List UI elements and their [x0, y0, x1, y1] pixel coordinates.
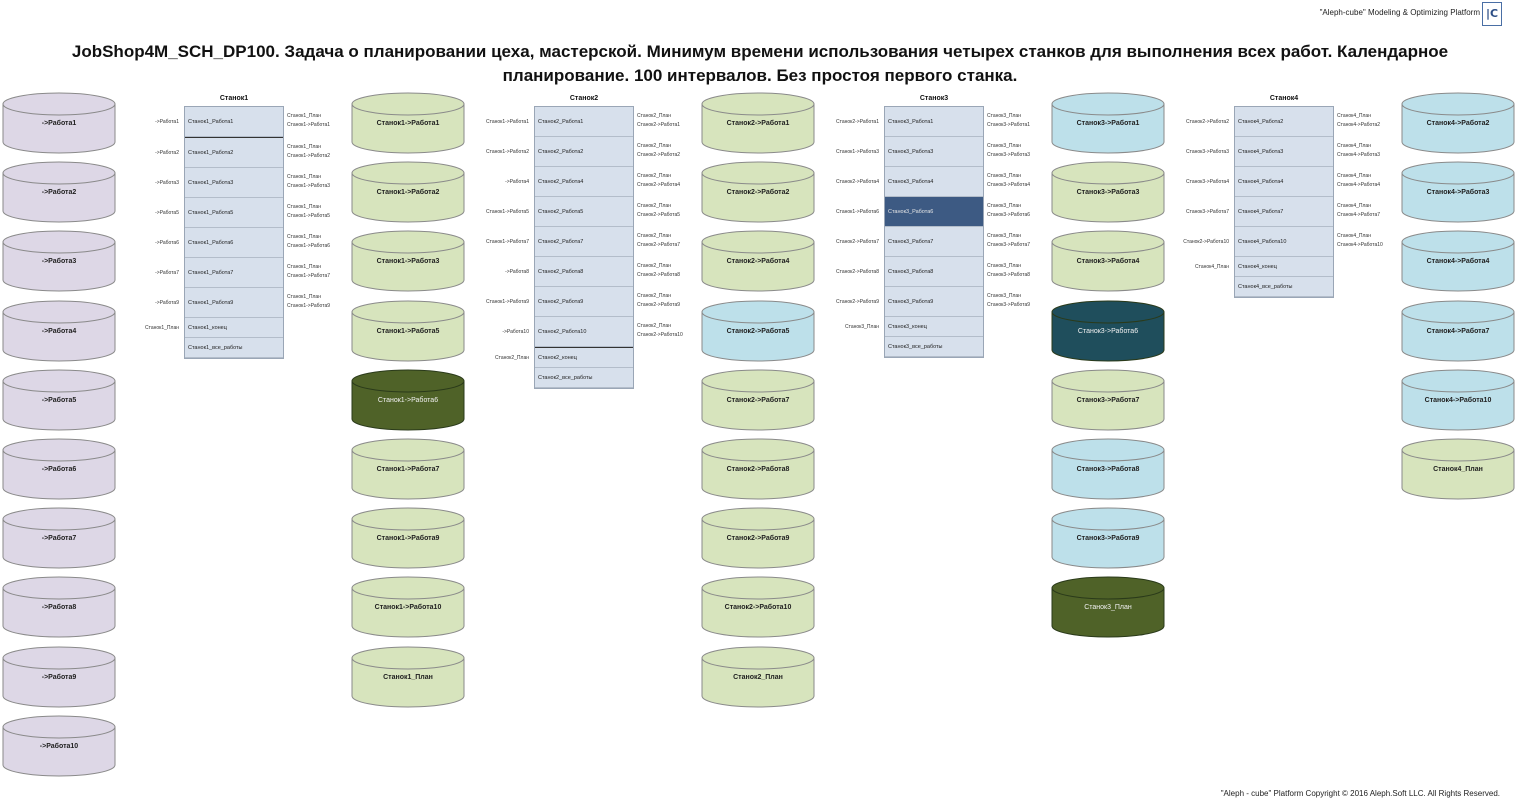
node-label: Станок2->Работа5: [726, 328, 790, 335]
row-cell-label: Станок1_все_работы: [188, 345, 243, 351]
row-output-label: Станок2_План: [637, 143, 671, 149]
node-cylinder[interactable]: [1051, 507, 1165, 569]
node-cylinder[interactable]: [2, 161, 116, 223]
row-input-label: Станок2->Работа8: [835, 269, 879, 275]
node-cylinder[interactable]: [1051, 576, 1165, 638]
node-label: Станок1->Работа6: [377, 397, 439, 404]
row-output-label: Станок1_План: [287, 174, 321, 180]
row-cell-label: Станок1_Работа2: [188, 150, 234, 156]
row-output-label: Станок2_План: [637, 323, 671, 329]
row-input-label: ->Работа10: [502, 329, 529, 335]
row-output-labels: [1337, 142, 1380, 160]
row-output-label: Станок3_План: [987, 143, 1021, 149]
row-cell-label: Станок2_все_работы: [538, 375, 593, 381]
row-input-label: Станок2->Работа4: [835, 179, 879, 185]
node-label: Станок4->Работа4: [1426, 258, 1490, 265]
row-output-labels: [637, 202, 680, 220]
node-label: Станок1_План: [383, 674, 433, 681]
row-output-labels: [287, 173, 330, 191]
row-cell-label: Станок4_все_работы: [1238, 284, 1293, 290]
row-cell-label: Станок4_конец: [1238, 264, 1277, 270]
brand-text: "Aleph-cube" Modeling & Optimizing Platform: [1319, 8, 1480, 17]
row-input-label: Станок2->Работа1: [835, 119, 879, 125]
machine-table-row[interactable]: [835, 227, 1031, 257]
node-cylinder[interactable]: [351, 507, 465, 569]
row-cell-label: Станок1_Работа3: [188, 180, 234, 186]
row-output-label: Станок1_План: [287, 264, 321, 270]
row-output-label: Станок1_План: [287, 294, 321, 300]
node-label: Станок2->Работа4: [726, 258, 790, 265]
node-label: Станок1->Работа1: [376, 120, 440, 127]
node-label: Станок1->Работа3: [376, 258, 440, 265]
row-output-label: Станок1->Работа1: [287, 122, 331, 128]
row-output-labels: [987, 172, 1030, 190]
row-output-labels: [287, 203, 330, 221]
row-input-label: Станок1->Работа5: [485, 209, 529, 215]
machine-table-row[interactable]: [155, 137, 331, 168]
row-cell-label: Станок1_Работа7: [188, 270, 234, 276]
machine-title: Станок4: [1269, 95, 1299, 102]
row-cell-label: Станок2_Работа10: [538, 329, 587, 335]
node-label: ->Работа10: [39, 743, 79, 750]
node-cylinder[interactable]: [701, 438, 815, 500]
machine-table-row[interactable]: [155, 107, 331, 137]
row-input-label: Станок2->Работа2: [1185, 119, 1229, 125]
machine-title: Станок2: [569, 95, 599, 102]
node-label: Станок2_План: [733, 674, 783, 681]
node-cylinder[interactable]: [2, 507, 116, 569]
machine-table-row[interactable]: [835, 287, 1031, 317]
title-line-2: планирование. 100 интервалов. Без простоя первого станка.: [502, 66, 1018, 85]
node-label: Станок3->Работа6: [1077, 328, 1139, 335]
row-cell-label: Станок3_все_работы: [888, 344, 943, 350]
node-label: ->Работа8: [41, 604, 77, 611]
machine-title: Станок3: [919, 95, 949, 102]
row-input-label: Станок3_План: [845, 324, 879, 330]
node-cylinder[interactable]: [701, 92, 815, 154]
row-output-label: Станок3->Работа7: [987, 242, 1031, 248]
row-input-label: ->Работа1: [155, 119, 179, 125]
machine-table-row[interactable]: [485, 287, 681, 317]
row-output-label: Станок2->Работа5: [637, 212, 681, 218]
row-output-label: Станок4_План: [1337, 143, 1371, 149]
row-input-label: Станок3->Работа3: [1185, 149, 1229, 155]
row-cell-label: Станок3_Работа8: [888, 269, 934, 275]
row-output-labels: [637, 172, 680, 190]
machine-table-row[interactable]: [1235, 277, 1333, 297]
machine-table-row[interactable]: [485, 137, 681, 167]
node-cylinder[interactable]: [351, 230, 465, 292]
row-cell-label: Станок2_Работа2: [538, 149, 584, 155]
row-output-label: Станок3_План: [987, 113, 1021, 119]
row-output-label: Станок4_План: [1337, 233, 1371, 239]
row-output-labels: [287, 112, 330, 130]
machine-table-row[interactable]: [155, 258, 331, 288]
row-cell-label: Станок1_Работа6: [188, 240, 234, 246]
row-input-label: Станок1->Работа1: [485, 119, 529, 125]
node-label: ->Работа6: [41, 466, 77, 473]
machine-table-row[interactable]: [835, 137, 1031, 167]
row-input-label: ->Работа2: [155, 150, 179, 156]
row-cell-label: Станок2_Работа7: [538, 239, 584, 245]
node-label: ->Работа7: [41, 535, 77, 542]
node-label: Станок3->Работа3: [1076, 189, 1140, 196]
row-cell-label: Станок1_Работа1: [188, 119, 234, 125]
node-label: Станок1->Работа2: [376, 189, 440, 196]
node-cylinder[interactable]: [1051, 369, 1165, 431]
row-output-labels: [987, 202, 1030, 220]
machine-table-row[interactable]: [502, 317, 683, 347]
row-input-label: ->Работа7: [155, 270, 179, 276]
machine-table-row[interactable]: [1185, 137, 1381, 167]
node-label: Станок4->Работа7: [1426, 328, 1490, 335]
node-cylinder[interactable]: [701, 646, 815, 708]
node-cylinder[interactable]: [701, 300, 815, 362]
node-cylinder[interactable]: [2, 369, 116, 431]
machine-table-row[interactable]: [835, 197, 1031, 227]
machine-title: Станок1: [219, 95, 249, 102]
machine-table-row[interactable]: [1183, 227, 1383, 257]
row-output-labels: [637, 292, 680, 310]
node-cylinder[interactable]: [1401, 369, 1515, 431]
node-cylinder[interactable]: [351, 576, 465, 638]
row-output-label: Станок3_План: [987, 173, 1021, 179]
row-output-label: Станок2_План: [637, 293, 671, 299]
node-label: Станок3_План: [1084, 604, 1132, 611]
row-cell-label: Станок1_Работа5: [188, 210, 234, 216]
row-output-label: Станок1->Работа9: [287, 303, 331, 309]
node-cylinder[interactable]: [1051, 92, 1165, 154]
node-cylinder[interactable]: [701, 230, 815, 292]
machine-table-row[interactable]: [835, 257, 1031, 287]
machine-table-row[interactable]: [835, 107, 1031, 137]
node-label: Станок3->Работа1: [1076, 120, 1140, 127]
node-label: Станок1->Работа9: [376, 535, 440, 542]
row-output-label: Станок4->Работа2: [1337, 122, 1381, 128]
row-output-label: Станок1->Работа3: [287, 183, 331, 189]
row-output-labels: [287, 143, 330, 161]
node-cylinder[interactable]: [351, 438, 465, 500]
node-cylinder[interactable]: [351, 161, 465, 223]
row-input-label: Станок4_План: [1195, 264, 1229, 270]
node-label: Станок2->Работа2: [726, 189, 790, 196]
node-label: Станок1->Работа5: [376, 328, 440, 335]
node-label: Станок4->Работа10: [1424, 397, 1492, 404]
row-input-label: Станок3->Работа4: [1185, 179, 1229, 185]
row-input-label: Станок1_План: [145, 325, 179, 331]
row-cell-label: Станок3_конец: [888, 324, 927, 330]
row-output-label: Станок4_План: [1337, 113, 1371, 119]
row-output-label: Станок1->Работа2: [287, 153, 331, 159]
row-input-label: Станок2_План: [495, 355, 529, 361]
row-output-labels: [637, 262, 680, 280]
node-cylinder[interactable]: [1051, 230, 1165, 292]
machine-table-row[interactable]: [485, 227, 681, 257]
machine-table-row[interactable]: [1195, 257, 1333, 277]
row-input-label: ->Работа8: [505, 269, 529, 275]
row-output-label: Станок4->Работа3: [1337, 152, 1381, 158]
row-output-labels: [1337, 202, 1380, 220]
row-cell-label: Станок2_Работа8: [538, 269, 584, 275]
row-input-label: Станок2->Работа10: [1183, 239, 1229, 245]
row-input-label: ->Работа6: [155, 240, 179, 246]
node-label: Станок3->Работа7: [1076, 397, 1140, 404]
node-cylinder[interactable]: [1401, 92, 1515, 154]
row-cell-label: Станок4_Работа10: [1238, 239, 1287, 245]
row-input-label: Станок1->Работа9: [485, 299, 529, 305]
node-label: ->Работа4: [41, 328, 77, 335]
node-cylinder[interactable]: [351, 646, 465, 708]
node-label: Станок1->Работа10: [374, 604, 442, 611]
machine-table-row[interactable]: [155, 198, 331, 228]
row-output-label: Станок3_План: [987, 233, 1021, 239]
row-output-label: Станок4_План: [1337, 173, 1371, 179]
node-cylinder[interactable]: [351, 369, 465, 431]
node-cylinder[interactable]: [2, 715, 116, 777]
row-output-labels: [637, 142, 680, 160]
row-output-label: Станок1_План: [287, 234, 321, 240]
row-output-label: Станок1_План: [287, 204, 321, 210]
node-cylinder[interactable]: [701, 369, 815, 431]
node-label: Станок2->Работа7: [726, 397, 790, 404]
row-output-labels: [1337, 112, 1380, 130]
row-output-label: Станок2->Работа4: [637, 182, 681, 188]
machine-table-row[interactable]: [1185, 197, 1381, 227]
row-cell-label: Станок4_Работа3: [1238, 149, 1284, 155]
node-cylinder[interactable]: [2, 230, 116, 292]
row-output-label: Станок2_План: [637, 263, 671, 269]
node-label: Станок3->Работа4: [1076, 258, 1140, 265]
row-output-label: Станок1->Работа6: [287, 243, 331, 249]
node-cylinder[interactable]: [2, 438, 116, 500]
row-input-label: Станок2->Работа7: [835, 239, 879, 245]
row-output-label: Станок3->Работа1: [987, 122, 1031, 128]
node-label: Станок3->Работа9: [1076, 535, 1140, 542]
row-cell-label: Станок4_Работа7: [1238, 209, 1284, 215]
machine-table-row[interactable]: [485, 107, 681, 137]
row-output-label: Станок2->Работа9: [637, 302, 681, 308]
row-cell-label: Станок4_Работа4: [1238, 179, 1284, 185]
node-cylinder[interactable]: [701, 161, 815, 223]
row-output-label: Станок3->Работа8: [987, 272, 1031, 278]
row-input-label: Станок2->Работа9: [835, 299, 879, 305]
machine-table-row[interactable]: [485, 197, 681, 227]
row-input-label: Станок1->Работа7: [485, 239, 529, 245]
node-cylinder[interactable]: [1401, 438, 1515, 500]
node-cylinder[interactable]: [2, 646, 116, 708]
row-output-labels: [987, 232, 1030, 250]
machine-table-row[interactable]: [845, 317, 983, 337]
node-label: Станок3->Работа8: [1076, 466, 1140, 473]
node-cylinder[interactable]: [2, 576, 116, 638]
row-cell-label: Станок2_конец: [538, 355, 577, 361]
row-output-labels: [637, 232, 680, 250]
node-cylinder[interactable]: [1051, 300, 1165, 362]
row-output-label: Станок2_План: [637, 203, 671, 209]
row-output-label: Станок2->Работа2: [637, 152, 681, 158]
machine-table-row[interactable]: [535, 368, 633, 388]
row-output-label: Станок1_План: [287, 144, 321, 150]
node-label: ->Работа1: [41, 120, 77, 127]
logo: |C: [1482, 2, 1502, 26]
machine-table: [485, 106, 683, 389]
row-output-label: Станок2->Работа8: [637, 272, 681, 278]
node-label: ->Работа2: [41, 189, 77, 196]
row-output-label: Станок4->Работа4: [1337, 182, 1381, 188]
row-output-label: Станок1->Работа7: [287, 273, 331, 279]
row-input-label: ->Работа9: [155, 300, 179, 306]
row-cell-label: Станок3_Работа4: [888, 179, 934, 185]
node-cylinder[interactable]: [1401, 161, 1515, 223]
row-output-labels: [987, 292, 1030, 310]
node-label: ->Работа5: [41, 397, 77, 404]
row-input-label: Станок3->Работа7: [1185, 209, 1229, 215]
row-input-label: Станок1->Работа6: [835, 209, 879, 215]
row-output-label: Станок1_План: [287, 113, 321, 119]
row-cell-label: Станок1_конец: [188, 325, 227, 331]
row-output-labels: [287, 233, 330, 251]
row-output-label: Станок2->Работа10: [637, 332, 683, 338]
row-output-label: Станок3_План: [987, 293, 1021, 299]
machine-table-row[interactable]: [885, 337, 983, 357]
row-output-labels: [637, 112, 680, 130]
row-output-label: Станок2_План: [637, 173, 671, 179]
row-cell-label: Станок3_Работа6: [888, 209, 934, 215]
row-output-label: Станок3->Работа9: [987, 302, 1031, 308]
machine-table-row[interactable]: [1185, 167, 1381, 197]
node-cylinder[interactable]: [1401, 300, 1515, 362]
node-cylinder[interactable]: [351, 92, 465, 154]
node-label: Станок2->Работа10: [724, 604, 792, 611]
node-label: Станок2->Работа8: [726, 466, 790, 473]
row-output-labels: [1337, 172, 1380, 190]
node-cylinder[interactable]: [1051, 438, 1165, 500]
row-output-label: Станок3->Работа3: [987, 152, 1031, 158]
machine-table-row[interactable]: [155, 228, 331, 258]
row-output-label: Станок3->Работа4: [987, 182, 1031, 188]
row-cell-label: Станок3_Работа1: [888, 119, 934, 125]
row-output-labels: [637, 322, 683, 340]
node-cylinder[interactable]: [2, 300, 116, 362]
node-label: Станок2->Работа1: [726, 120, 790, 127]
row-input-label: ->Работа3: [155, 180, 179, 186]
row-output-label: Станок2_План: [637, 233, 671, 239]
machine-table-row[interactable]: [185, 338, 283, 358]
machine-table: [145, 106, 331, 359]
machine-table: [1183, 106, 1383, 298]
machine-table-row[interactable]: [145, 318, 283, 338]
copyright-footer: "Aleph - cube" Platform Copyright © 2016 Aleph.Soft LLC. All Rights Reserved.: [1220, 789, 1500, 798]
node-cylinder[interactable]: [701, 576, 815, 638]
row-output-labels: [1337, 232, 1383, 250]
node-cylinder[interactable]: [1401, 230, 1515, 292]
row-cell-label: Станок2_Работа9: [538, 299, 584, 305]
row-output-labels: [987, 262, 1030, 280]
node-label: Станок1->Работа7: [376, 466, 440, 473]
row-output-label: Станок1->Работа5: [287, 213, 331, 219]
row-input-label: Станок1->Работа2: [485, 149, 529, 155]
row-cell-label: Станок3_Работа3: [888, 149, 934, 155]
row-cell-label: Станок3_Работа7: [888, 239, 934, 245]
row-output-label: Станок4->Работа10: [1337, 242, 1383, 248]
node-label: ->Работа3: [41, 258, 77, 265]
node-cylinder[interactable]: [1051, 161, 1165, 223]
row-output-label: Станок3_План: [987, 203, 1021, 209]
row-input-label: ->Работа5: [155, 210, 179, 216]
row-cell-label: Станок3_Работа9: [888, 299, 934, 305]
machine-table-row[interactable]: [155, 288, 331, 318]
row-input-label: ->Работа4: [505, 179, 529, 185]
row-cell-label: Станок2_Работа4: [538, 179, 584, 185]
node-label: ->Работа9: [41, 674, 77, 681]
row-cell-label: Станок2_Работа1: [538, 119, 584, 125]
row-cell-label: Станок2_Работа5: [538, 209, 584, 215]
row-input-label: Станок1->Работа3: [835, 149, 879, 155]
row-output-label: Станок4->Работа7: [1337, 212, 1381, 218]
machine-table-row[interactable]: [835, 167, 1031, 197]
row-cell-label: Станок1_Работа9: [188, 300, 234, 306]
row-output-label: Станок3_План: [987, 263, 1021, 269]
row-output-labels: [287, 263, 330, 281]
row-output-label: Станок3->Работа6: [987, 212, 1031, 218]
row-output-label: Станок2->Работа7: [637, 242, 681, 248]
node-label: Станок4_План: [1433, 466, 1483, 473]
machine-table: [835, 106, 1031, 358]
row-output-label: Станок2->Работа1: [637, 122, 681, 128]
machine-table-row[interactable]: [505, 167, 681, 197]
row-output-labels: [987, 112, 1030, 130]
row-output-labels: [987, 142, 1030, 160]
node-cylinder[interactable]: [701, 507, 815, 569]
row-output-label: Станок4_План: [1337, 203, 1371, 209]
node-cylinder[interactable]: [351, 300, 465, 362]
node-label: Станок4->Работа3: [1426, 189, 1490, 196]
machine-table-row[interactable]: [505, 257, 681, 287]
machine-table-row[interactable]: [1185, 107, 1381, 137]
node-label: Станок2->Работа9: [726, 535, 790, 542]
title-line-1: JobShop4M_SCH_DP100. Задача о планировании цеха, мастерской. Минимум времени использования четырех станков для выполнения всех работ. Календарное: [71, 42, 1449, 61]
machine-table-row[interactable]: [155, 168, 331, 198]
machine-table-row[interactable]: [495, 347, 633, 368]
page-title: [20, 40, 1500, 88]
row-output-label: Станок2_План: [637, 113, 671, 119]
row-output-labels: [287, 293, 330, 311]
node-label: Станок4->Работа2: [1426, 120, 1490, 127]
row-cell-label: Станок4_Работа2: [1238, 119, 1284, 125]
node-cylinder[interactable]: [2, 92, 116, 154]
